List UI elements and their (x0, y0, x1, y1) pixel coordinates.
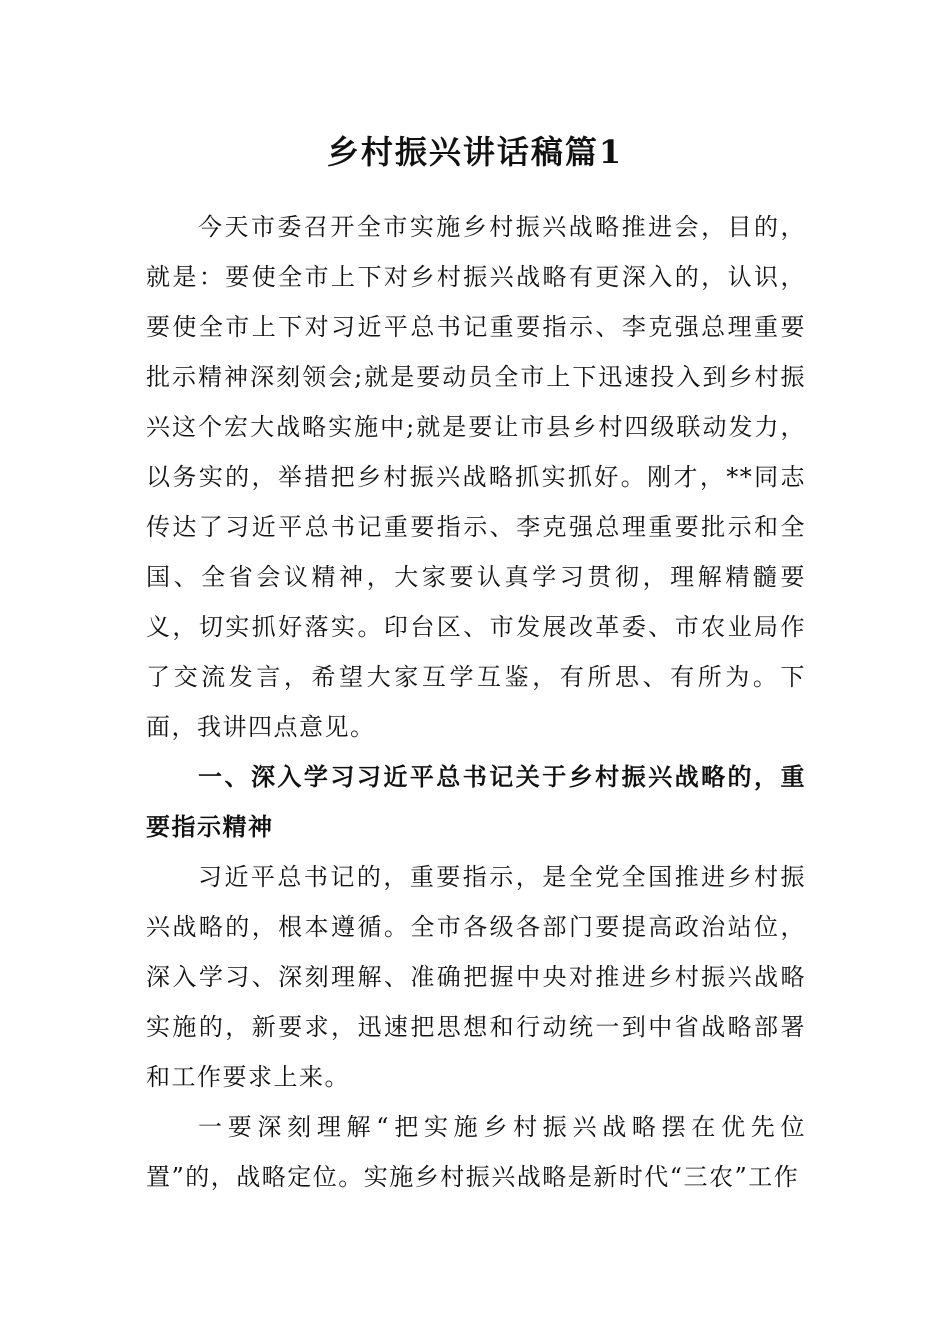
section-heading-1: 一、深入学习习近平总书记关于乡村振兴战略的，重要指示精神 (146, 762, 806, 841)
paragraph-point-1: 一要深刻理解“把实施乡村振兴战略摆在优先位置”的，战略定位。实施乡村振兴战略是新时代“三农”工作 (146, 1113, 806, 1191)
document-title: 乡村振兴讲话稿篇1 (326, 133, 624, 171)
document-body (146, 202, 806, 1202)
paragraph-section-1: 习近平总书记的，重要指示，是全党全国推进乡村振兴战略的，根本遵循。全市各级各部门要提高政治站位，深入学习、深刻理解、准确把握中央对推进乡村振兴战略实施的，新要求，迅速把思想和行动统一到中省战略部署和工作要求上来。 (146, 863, 806, 1091)
paragraph-intro: 今天市委召开全市实施乡村振兴战略推进会，目的，就是：要使全市上下对乡村振兴战略有更深入的，认识，要使全市上下对习近平总书记重要指示、李克强总理重要批示精神深刻领会;就是要动员全市上下迅速投入到乡村振兴这个宏大战略实施中;就是要让市县乡村四级联动发力，以务实的，举措把乡村振兴战略抓实抓好。刚才，**同志传达了习近平总书记重要指示、李克强总理重要批示和全国、全省会议精神，大家要认真学习贯彻，理解精髓要义，切实抓好落实。印台区、市发展改革委、市农业局作了交流发言，希望大家互学互鉴，有所思、有所为。下面，我讲四点意见。 (146, 213, 806, 741)
